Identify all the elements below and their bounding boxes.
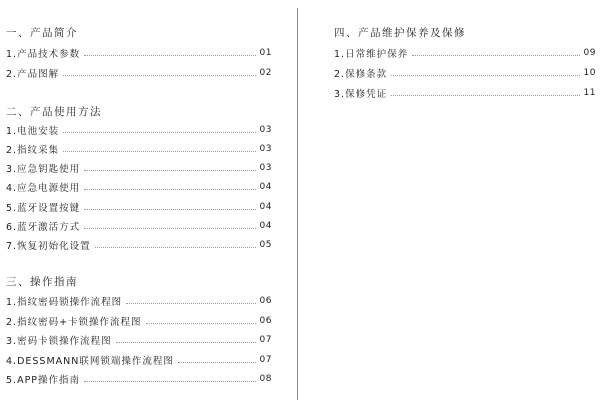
toc-entry-page: 11 [583,88,596,98]
column-divider [297,8,298,400]
dot-leader [63,151,255,152]
toc-entry[interactable] [6,353,272,367]
toc-entry-page: 01 [259,48,272,58]
dot-leader [116,342,256,343]
toc-entry-page: 04 [259,202,272,212]
toc-entry-page: 04 [259,182,272,192]
toc-entry-title: 3.保修凭证 [334,89,388,100]
toc-entry[interactable] [6,46,272,60]
dot-leader [146,323,256,324]
toc-entry[interactable] [334,86,596,100]
toc-entry-title: 3.密码卡锁操作流程图 [6,336,112,347]
toc-entry-title: 2.保修条款 [334,69,388,80]
dot-leader [84,55,255,56]
toc-entry-title: 5.APP操作指南 [6,375,81,386]
toc-entry[interactable] [6,66,272,80]
toc-entry[interactable] [6,333,272,347]
toc-entry[interactable] [6,180,272,194]
dot-leader [63,75,255,76]
toc-entry-title: 4.DESSMANN联网锁端操作流程图 [6,356,174,367]
toc-entry-title: 1.日常维护保养 [334,49,409,60]
toc-entry[interactable] [6,123,272,137]
dot-leader [84,228,255,229]
toc-entry-title: 4.应急电源使用 [6,183,81,194]
toc-entry-page: 05 [259,240,272,250]
toc-entry-title: 2.指纹采集 [6,145,60,156]
toc-entry-page: 08 [259,374,272,384]
toc-entry-page: 02 [259,68,272,78]
dot-leader [126,303,255,304]
dot-leader [63,132,255,133]
dot-leader [391,75,579,76]
toc-entry-page: 10 [583,68,596,78]
toc-entry[interactable] [6,219,272,233]
toc-entry-page: 06 [259,316,272,326]
toc-entry[interactable] [6,200,272,214]
dot-leader [178,362,256,363]
dot-leader [84,381,256,382]
section-heading: 三、操作指南 [6,276,78,288]
toc-entry[interactable] [334,66,596,80]
section-heading: 一、产品简介 [6,27,78,39]
toc-entry-title: 1.指纹密码锁操作流程图 [6,297,123,308]
toc-entry-page: 03 [259,125,272,135]
toc-entry-page: 03 [259,163,272,173]
toc-entry-page: 04 [259,221,272,231]
toc-entry-title: 3.应急钥匙使用 [6,164,81,175]
toc-entry-title: 7.恢复初始化设置 [6,241,91,252]
dot-leader [84,170,255,171]
section-heading: 二、产品使用方法 [6,106,102,118]
toc-entry-title: 5.蓝牙设置按键 [6,203,81,214]
toc-entry-title: 2.指纹密码+卡锁操作流程图 [6,317,142,328]
toc-entry-page: 07 [259,335,272,345]
toc-entry-title: 1.产品技术参数 [6,49,81,60]
toc-entry-title: 2.产品图解 [6,69,60,80]
toc-section-product-intro [6,26,272,80]
toc-entry-title: 6.蓝牙激活方式 [6,222,81,233]
toc-entry[interactable] [6,294,272,308]
toc-entry[interactable] [6,142,272,156]
dot-leader [412,55,579,56]
toc-entry[interactable] [6,161,272,175]
dot-leader [84,209,255,210]
toc-entry-page: 06 [259,296,272,306]
dot-leader [391,95,579,96]
toc-section-operation-guide [6,275,272,386]
section-heading: 四、产品维护保养及保修 [334,27,466,39]
toc-entry-page: 07 [259,355,272,365]
dot-leader [95,247,256,248]
toc-entry[interactable] [6,314,272,328]
toc-entry[interactable] [6,238,272,252]
toc-section-usage [6,105,272,252]
toc-entry-title: 1.电池安装 [6,126,60,137]
toc-entry-page: 09 [583,48,596,58]
toc-section-maintenance-warranty [334,26,596,100]
toc-entry[interactable] [6,372,272,386]
toc-entry[interactable] [334,46,596,60]
toc-entry-page: 03 [259,144,272,154]
dot-leader [84,189,255,190]
